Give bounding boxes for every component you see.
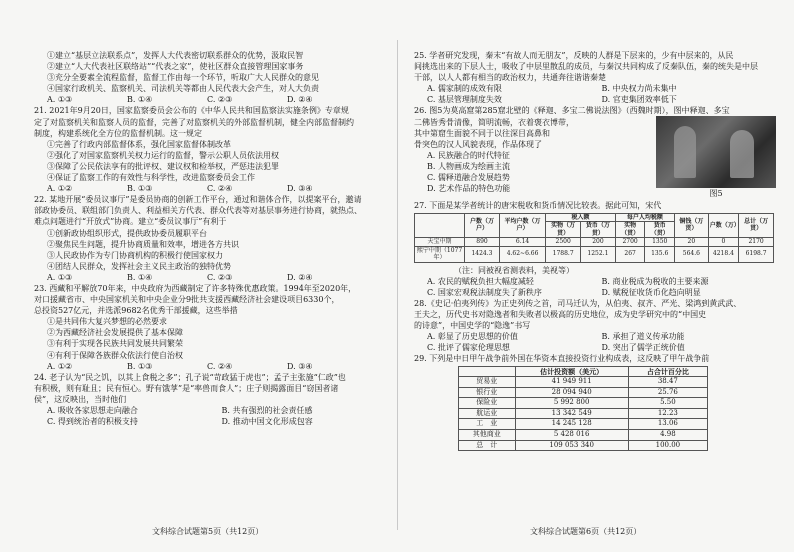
q29-table: [458, 366, 708, 452]
table-row: [459, 419, 708, 430]
q22-text: 22. 某地开展“委员议事厅”是委员协商的创新工作平台，通过和谐体合作，以提案平台，邀请: [34, 195, 362, 205]
table-row: [415, 238, 774, 247]
table-cell: 2700: [615, 238, 645, 247]
q28-text: 的诗意”，中国史学的“隐逸”书写: [414, 321, 531, 331]
q23-text: 总投资527亿元，并选派9682名优秀干部援藏，这些举措: [34, 306, 238, 316]
table-header: 占合计百分比: [628, 366, 707, 377]
table-header: 平均户数（万户）: [499, 213, 545, 238]
option: D. 突出了儒学正统价值: [601, 343, 685, 353]
q26-text: 26. 图5为莫高窟第285窟北壁的《释迦、多宝二佛说法图》（西魏时期），图中释迦、多宝: [414, 106, 730, 116]
option: D. ③④: [287, 184, 313, 194]
table-cell: 13.06: [628, 419, 707, 430]
option: B. ①④: [127, 95, 153, 105]
q21-text: 制度，构建系统化全方位的监督机制。这一规定: [34, 128, 202, 138]
table-cell: 其他商业: [459, 430, 516, 441]
option: A. 彰显了历史思想的价值: [427, 332, 518, 342]
table-header: 户数（万户）: [465, 213, 500, 238]
table-row: [459, 408, 708, 419]
q28-text: 王夫之，历代史书对隐逸者和失败者以极高的历史地位，成为史学研究中的“中国史: [414, 310, 707, 320]
option: D. ②④: [287, 95, 313, 105]
q20-statement: ②建立“人大代表社区联络站”“代表之家”，使社区群众直接管理国家事务: [47, 62, 304, 72]
table-row: [459, 387, 708, 398]
table-cell: 4.62~6.66: [499, 246, 545, 262]
table-cell: 保险业: [459, 398, 516, 409]
table-cell: 4218.4: [708, 246, 738, 262]
q28-options: [414, 342, 776, 353]
table-cell: 贸易业: [459, 377, 516, 388]
option: B. ①④: [127, 272, 153, 282]
q20-statement: ①建立“基层立法联系点”，发挥人大代表密切联系群众的优势，汲取民智: [47, 51, 304, 60]
table-note: （注：同被视省测表料，美视等）: [454, 265, 574, 275]
table-row: [459, 377, 708, 388]
table-cell: 2170: [739, 238, 774, 247]
page-left: [34, 50, 396, 427]
table-cell: 总 计: [459, 440, 516, 451]
q20-options: [34, 94, 396, 105]
table-cell: 2500: [546, 238, 581, 247]
table-cell: 天宝中期: [415, 238, 465, 247]
q26-text: 二佛皆秀骨清像，简明流畅，衣着褒衣博带，: [414, 117, 574, 127]
table-header: 每户人均税额: [615, 213, 674, 222]
q20-statement: ③充分全要素全流程监督，监督工作由每一个环节，听取广大人民群众的意见: [47, 73, 319, 83]
option: A. ①②: [47, 184, 73, 194]
option: C. ②③: [207, 272, 233, 282]
option: A. ①②: [47, 361, 73, 371]
option: D. 推动中国文化形成包容: [221, 417, 313, 427]
option: D. ③④: [287, 361, 313, 371]
table-header: 户数（万）: [708, 213, 738, 238]
table-subheader: 货币（万贯）: [581, 222, 616, 238]
q22-text: 部政协委员、联组部门负责人、利益相关方代表、群众代表等对基层事务进行协商，就热点、: [34, 206, 362, 216]
table-header: 税入额: [546, 213, 616, 222]
q28-options: [414, 331, 776, 342]
figure-5: [656, 116, 776, 199]
q26-text: 骨突色的汉人风貌表现，作品体现了: [414, 139, 542, 149]
table-header: [415, 213, 465, 238]
option: C. 基层管理制度失效: [427, 95, 502, 105]
q23-text: ①是共同伟大复兴梦想的必然要求: [47, 317, 167, 327]
table-cell: 5 992 800: [515, 398, 628, 409]
option: B. 中央权力尚未集中: [601, 84, 677, 94]
table-cell: 0: [708, 238, 738, 247]
table-cell: 1350: [645, 238, 675, 247]
q22-text: ②聚焦民生问题，提升协商质量和效率，增进各方共识: [47, 239, 239, 249]
q23-text: 对口援藏省市、中央国家机关和中央企业分9批共支援西藏经济社会建设项目6330个，: [34, 295, 340, 305]
q27-options: [414, 287, 776, 298]
q21-text: 21. 2021年9月20日，国家监察委员会公布的《中华人民共和国监察法实施条例》专章规: [34, 106, 349, 116]
table-cell: 1788.7: [546, 246, 581, 262]
q29-text: 29. 下列是中日甲午战争前外国在华资本直接投资行业构成表，这反映了甲午战争前: [414, 354, 710, 364]
option: B. 承担了道义传承功能: [601, 332, 685, 342]
option: A. ①③: [47, 95, 73, 105]
q24-options: [34, 405, 396, 416]
table-cell: 38.47: [628, 377, 707, 388]
table-header: [459, 366, 516, 377]
table-cell: 109 053 340: [515, 440, 628, 451]
q23-text: ②为西藏经济社会发展提供了基本保障: [47, 328, 183, 338]
table-row: [415, 246, 774, 262]
table-subheader: 实物（贯）: [615, 222, 645, 238]
q25-text: 干部，以人人都有相当的政治权力，共通奔往谐谐秦楚: [414, 73, 606, 83]
option: B. ①③: [127, 184, 153, 194]
table-row: [459, 398, 708, 409]
option: D. 官吏集团效率低下: [601, 95, 677, 105]
option: A. ①③: [47, 272, 73, 282]
page-footer-right: 文科综合试题第6页（共12页）: [530, 527, 642, 536]
q24-options: [34, 416, 396, 427]
q21-text: ③保障了公民依法享有的批评权、建议权和检举权，严惩违法犯罪: [47, 161, 279, 171]
q22-text: ④团结人民群众，发挥社会主义民主政治的独特优势: [47, 261, 231, 271]
q20-statement: ④国家行政机关、监察机关、司法机关等都由人民代表大会产生，对人大负责: [47, 84, 319, 94]
q23-text: ④有利于保障各族群众依法行使自治权: [47, 350, 183, 360]
q26-text-col: [414, 105, 730, 199]
table-cell: 6198.7: [739, 246, 774, 262]
q28-text: 28.《史记·伯夷列传》为正史列传之首，司马迁认为，从伯夷、叔齐、严光、梁鸿到黄武武、: [414, 298, 742, 308]
table-cell: 25.76: [628, 387, 707, 398]
table-header: 铜钱（万贯）: [675, 213, 709, 238]
option: C. ②③: [207, 95, 233, 105]
table-cell: 100.00: [628, 440, 707, 451]
option: C. 国家宏观税法制度失了新秩序: [427, 287, 542, 297]
option: D. ②④: [287, 272, 313, 282]
q25-text: 间挑选出来的下层人士，吸收了中层里散乱的成员，与秦汉共同构成了反秦队伍，秦的统失是中层: [414, 62, 758, 72]
table-row: [459, 440, 708, 451]
option: A. 吸收各家思想走向融合: [47, 406, 138, 415]
q22-text: 难点问题进行“开放式”协商。建立“委员议事厅”有利于: [34, 217, 227, 227]
option: A. 儒家制的成效有限: [427, 84, 502, 94]
q21-text: ②强化了对国家监察机关权力运行的监督，警示公职人员依法用权: [47, 150, 279, 160]
table-cell: 熙宁中期（1077年）: [415, 246, 465, 262]
q23-text: 23. 西藏和平解放70年来，中央政府为西藏制定了许多特殊优惠政策。1994年至2020年，: [34, 283, 357, 293]
q26-option: C. 儒释道融合发展趋势: [427, 173, 510, 183]
q27-table: [414, 213, 774, 263]
option: B. 共有强烈的社会责任感: [221, 406, 313, 415]
table-cell: 267: [615, 246, 645, 262]
q26-block: [414, 105, 776, 199]
q21-text: 定了对监察机关和监察人员的监督，完善了对监察机关的外部监督机制，健全内部监督制约: [34, 117, 354, 127]
mural-image: [656, 116, 776, 188]
q24-text: 有积极，则有耻且；民有恒心。野有饿莩”是“率兽而食人”；庄子则揭露面目“窃国者诸: [34, 383, 339, 393]
q21-options: [34, 183, 396, 194]
q26-option: A. 民族融合的时代特征: [427, 150, 510, 160]
q21-text: ①完善了行政内部监督体系，强化国家监督体制改革: [47, 139, 231, 149]
q23-text: ③有利于实现各民族共同发展共同繁荣: [47, 339, 183, 349]
table-cell: 1424.3: [465, 246, 500, 262]
option: C. 批评了儒家伦理思想: [427, 343, 510, 353]
figure-caption: 图5: [709, 189, 723, 199]
option: A. 农民的赋税负担大幅度减轻: [427, 276, 534, 286]
q25-options: [414, 94, 776, 105]
table-header: 估计投资额（美元）: [515, 366, 628, 377]
table-cell: 6.14: [499, 238, 545, 247]
page-right: [414, 50, 776, 451]
q21-text: ④保证了监察工作的有效性与科学性，改进监察委员会工作: [47, 173, 255, 183]
q24-text: 24. 老子认为“民之饥，以其上食税之多”；孔子说“苛政猛于虎也”；孟子主张施“仁政”也: [34, 372, 346, 382]
table-cell: 5.50: [628, 398, 707, 409]
page-divider: [397, 40, 398, 530]
table-cell: 200: [581, 238, 616, 247]
table-cell: 4.98: [628, 430, 707, 441]
table-cell: 890: [465, 238, 500, 247]
table-cell: 41 949 911: [515, 377, 628, 388]
option: B. ①③: [127, 361, 153, 371]
q22-text: ③人民政协作为专门协商机构的积极行使国家权力: [47, 250, 223, 260]
option: B. 商业税成为税收的主要来源: [601, 276, 709, 286]
table-cell: 135.6: [645, 246, 675, 262]
q25-text: 25. 学者研究发现，秦末“有故人而无朋友”，反映的人群是下层来的，少有中层来的，从民: [414, 51, 734, 60]
q26-option: D. 艺术作品的特色功能: [427, 184, 511, 194]
page-footer-left: 文科综合试题第5页（共12页）: [152, 527, 264, 536]
table-cell: 28 094 940: [515, 387, 628, 398]
table-cell: 564.6: [675, 246, 709, 262]
table-cell: 工 业: [459, 419, 516, 430]
table-subheader: 货币（贯）: [645, 222, 675, 238]
table-header: 总计（万贯）: [739, 213, 774, 238]
q23-options: [34, 361, 396, 372]
option: C. 得到统治者的积极支持: [47, 417, 138, 427]
q26-text: 其中第窟生面貌不同于以往深目高鼻和: [414, 128, 550, 138]
option: D. 赋税征收货币化趋向明显: [601, 287, 701, 297]
table-cell: 13 342 549: [515, 408, 628, 419]
table-cell: 银行业: [459, 387, 516, 398]
table-row: [459, 430, 708, 441]
table-cell: 20: [675, 238, 709, 247]
q22-options: [34, 272, 396, 283]
option: C. ②④: [207, 361, 233, 371]
table-cell: 5 428 016: [515, 430, 628, 441]
q24-text: 侯”，这反映出，当时他们: [34, 394, 127, 404]
q27-text: 27. 下面是某学者统计的唐宋税收和货币情况比较表。据此可知，宋代: [414, 200, 662, 210]
table-cell: 航运业: [459, 408, 516, 419]
option: C. ②④: [207, 184, 233, 194]
q26-option: B. 人物画成为绘画主流: [427, 161, 510, 171]
q27-options: [414, 276, 776, 287]
q22-text: ①创新政协组织形式，提供政协委员履职平台: [47, 228, 207, 238]
table-cell: 12.23: [628, 408, 707, 419]
table-cell: 14 245 128: [515, 419, 628, 430]
table-subheader: 实物（万贯）: [546, 222, 581, 238]
q25-options: [414, 83, 776, 94]
table-cell: 1252.1: [581, 246, 616, 262]
